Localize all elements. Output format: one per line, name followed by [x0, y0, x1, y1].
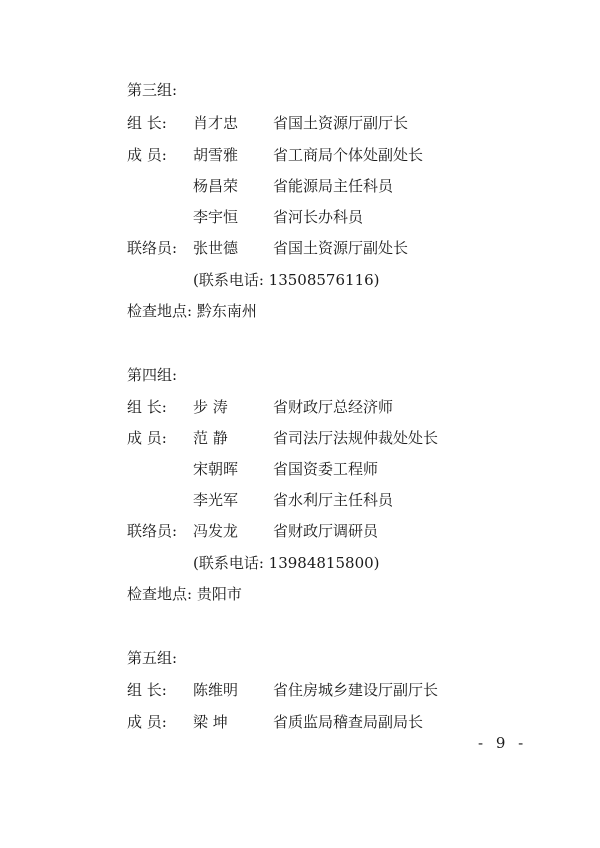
contact-phone: (联系电话: 13508576116) — [193, 271, 380, 289]
member-name: 李光军 — [193, 491, 239, 509]
member-role: 成 员: — [127, 146, 167, 164]
member-role: 组 长: — [127, 398, 167, 416]
member-title: 省财政厅总经济师 — [273, 398, 394, 416]
member-role: 成 员: — [127, 429, 167, 447]
member-title: 省水利厅主任科员 — [273, 491, 394, 509]
member-title: 省质监局稽查局副局长 — [273, 713, 424, 731]
member-role: 组 长: — [127, 681, 167, 699]
inspection-location: 检查地点: 贵阳市 — [127, 585, 242, 603]
member-name: 范 静 — [193, 429, 228, 447]
member-name: 肖才忠 — [193, 114, 239, 132]
member-name: 陈维明 — [193, 681, 239, 699]
group-heading: 第三组: — [127, 81, 178, 99]
group-heading: 第五组: — [127, 649, 178, 667]
member-name: 胡雪雅 — [193, 146, 239, 164]
member-name: 李宇恒 — [193, 208, 239, 226]
inspection-location: 检查地点: 黔东南州 — [127, 302, 257, 320]
member-title: 省工商局个体处副处长 — [273, 146, 424, 164]
member-role: 成 员: — [127, 713, 167, 731]
member-name: 梁 坤 — [193, 713, 228, 731]
member-name: 杨昌荣 — [193, 177, 239, 195]
contact-phone: (联系电话: 13984815800) — [193, 554, 380, 572]
member-title: 省财政厅调研员 — [273, 522, 379, 540]
member-role: 组 长: — [127, 114, 167, 132]
member-title: 省国土资源厅副处长 — [273, 239, 409, 257]
member-title: 省司法厅法规仲裁处处长 — [273, 429, 439, 447]
member-role: 联络员: — [127, 239, 178, 257]
member-title: 省国土资源厅副厅长 — [273, 114, 409, 132]
member-title: 省能源局主任科员 — [273, 177, 394, 195]
member-name: 冯发龙 — [193, 522, 239, 540]
member-name: 步 涛 — [193, 398, 228, 416]
member-title: 省住房城乡建设厅副厅长 — [273, 681, 439, 699]
member-role: 联络员: — [127, 522, 178, 540]
member-title: 省国资委工程师 — [273, 460, 379, 478]
member-title: 省河长办科员 — [273, 208, 364, 226]
group-heading: 第四组: — [127, 366, 178, 384]
member-name: 宋朝晖 — [193, 460, 239, 478]
page-number: - 9 - — [478, 734, 528, 752]
member-name: 张世德 — [193, 239, 239, 257]
